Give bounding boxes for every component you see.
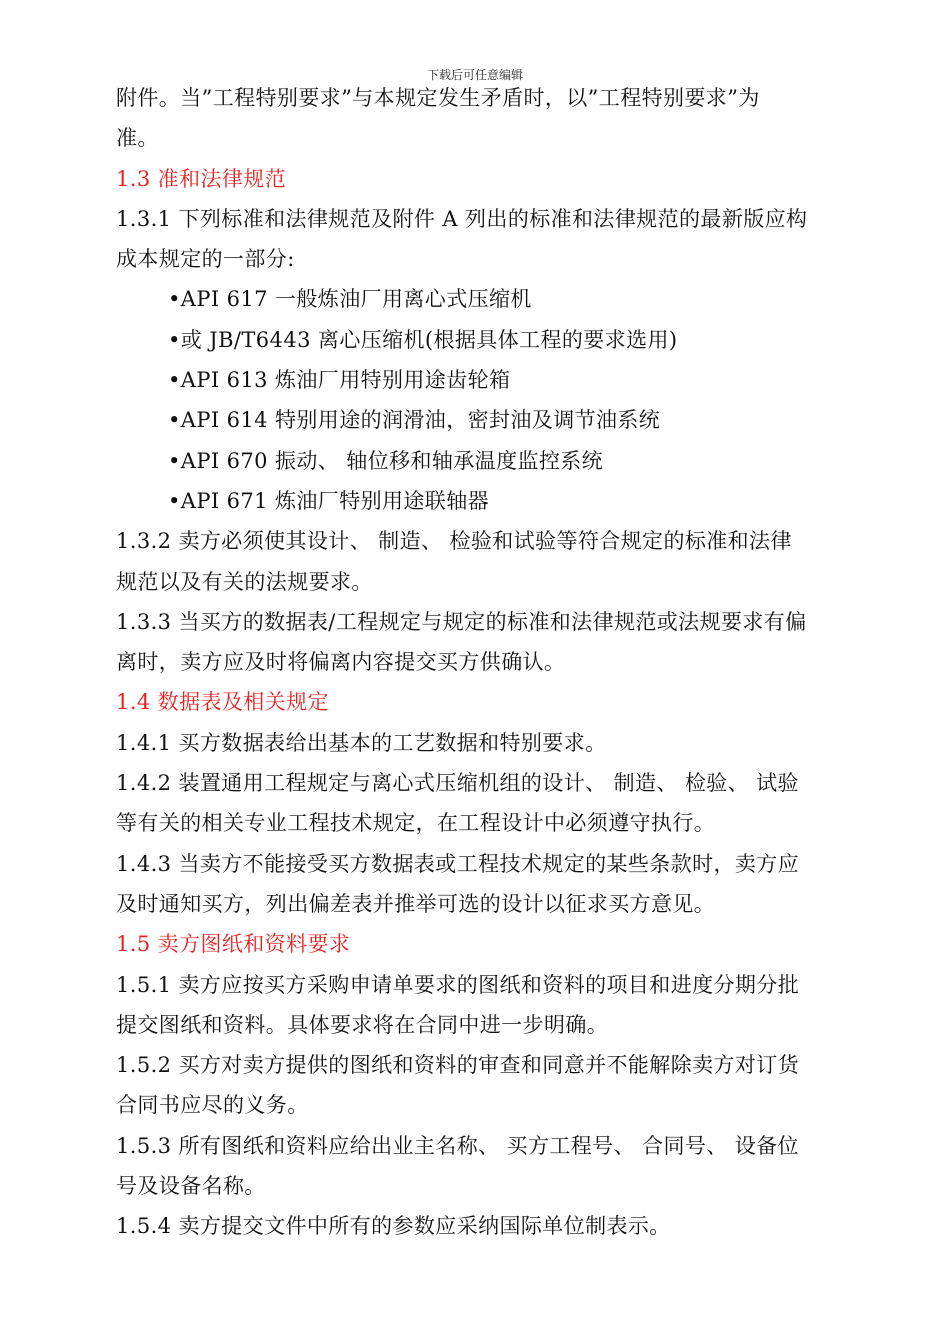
bullet-item: •API 617 一般炼油厂用离心式压缩机: [168, 287, 532, 312]
section-heading: 1.4 数据表及相关规定: [116, 690, 329, 715]
text-line: 等有关的相关专业工程技术规定，在工程设计中必须遵守执行。: [116, 811, 716, 836]
text-line: 提交图纸和资料。具体要求将在合同中进一步明确。: [116, 1012, 609, 1037]
section-heading: 1.5 卖方图纸和资料要求: [116, 932, 351, 957]
text-line: 附件。当”工程特别要求”与本规定发生矛盾时，以”工程特别要求”为: [116, 86, 760, 110]
bullet-item: •API 670 振动、 轴位移和轴承温度监控系统: [168, 448, 604, 473]
text-line: 1.5.1 卖方应按买方采购申请单要求的图纸和资料的项目和进度分期分批: [116, 972, 800, 997]
bullet-item: •API 614 特别用途的润滑油，密封油及调节油系统: [168, 408, 661, 433]
document-body: [116, 78, 876, 1247]
text-line: 1.3.3 当买方的数据表/工程规定与规定的标准和法律规范或法规要求有偏: [116, 609, 807, 634]
text-line: 离时，卖方应及时将偏离内容提交买方供确认。: [116, 650, 566, 675]
text-line: 1.4.2 装置通用工程规定与离心式压缩机组的设计、 制造、 检验、 试验: [116, 771, 799, 796]
text-line: 1.3.2 卖方必须使其设计、 制造、 检验和试验等符合规定的标准和法律: [116, 529, 792, 554]
bullet-item: •或 JB/T6443 离心压缩机(根据具体工程的要求选用): [168, 327, 678, 352]
text-line: 1.4.3 当卖方不能接受买方数据表或工程技术规定的某些条款时，卖方应: [116, 851, 800, 876]
text-line: 1.5.2 买方对卖方提供的图纸和资料的审查和同意并不能解除卖方对订货: [116, 1053, 800, 1078]
text-line: 合同书应尽的义务。: [116, 1093, 309, 1118]
text-line: 1.5.3 所有图纸和资料应给出业主名称、 买方工程号、 合同号、 设备位: [116, 1133, 799, 1158]
text-line: 1.4.1 买方数据表给出基本的工艺数据和特别要求。: [116, 730, 607, 755]
text-line: 1.5.4 卖方提交文件中所有的参数应采纳国际单位制表示。: [116, 1214, 671, 1239]
text-line: 准。: [116, 126, 159, 151]
text-line: 成本规定的一部分:: [116, 247, 295, 272]
bullet-item: •API 613 炼油厂用特别用途齿轮箱: [168, 368, 511, 393]
bullet-item: •API 671 炼油厂特别用途联轴器: [168, 488, 490, 513]
text-line: 号及设备名称。: [116, 1174, 266, 1199]
text-line: 及时通知买方，列出偏差表并推举可选的设计以征求买方意见。: [116, 891, 716, 916]
header-note: 下载后可任意编辑: [426, 68, 523, 82]
section-heading: 1.3 准和法律规范: [116, 166, 287, 191]
text-line: 1.3.1 下列标准和法律规范及附件 A 列出的标准和法律规范的最新版应构: [116, 206, 808, 231]
text-line: 规范以及有关的法规要求。: [116, 569, 373, 594]
